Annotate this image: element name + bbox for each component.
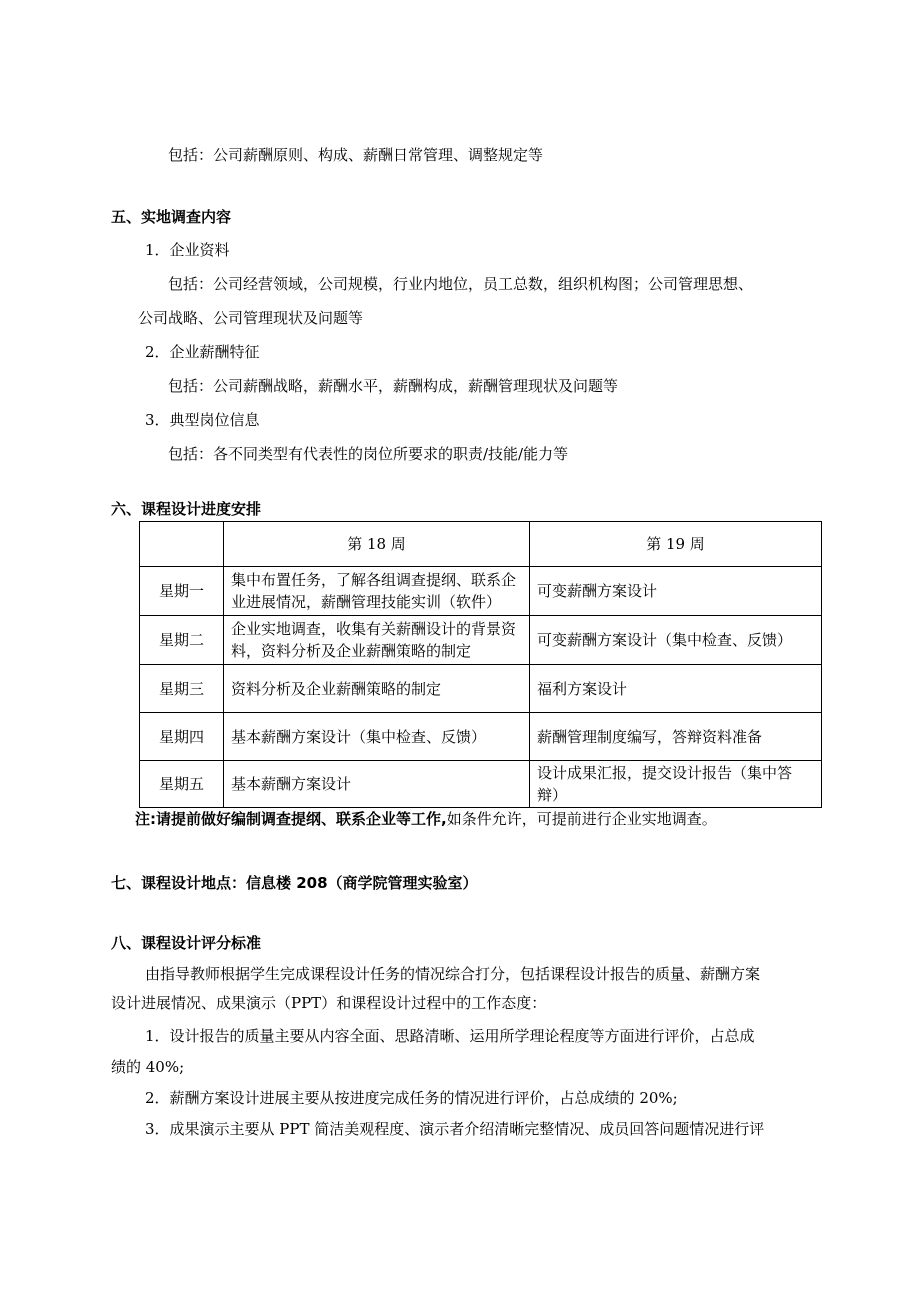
week18-cell: 基本薪酬方案设计 <box>224 761 530 808</box>
header-cell: 第 18 周 <box>224 522 530 567</box>
week19-cell: 可变薪酬方案设计（集中检查、反馈） <box>530 616 822 665</box>
table-row <box>140 665 822 713</box>
day-cell: 星期一 <box>140 567 224 616</box>
para-1b: 设计进展情况、成果演示（PPT）和课程设计过程中的工作态度： <box>111 994 547 1012</box>
section-7-heading: 七、课程设计地点：信息楼 208（商学院管理实验室） <box>111 874 478 892</box>
para-1a: 由指导教师根据学生完成课程设计任务的情况综合打分，包括课程设计报告的质量、薪酬方案 <box>145 965 761 983</box>
day-cell: 星期二 <box>140 616 224 665</box>
week18-cell: 企业实地调查，收集有关薪酬设计的背景资料，资料分析及企业薪酬策略的制定 <box>224 616 530 665</box>
item-3-text: 包括：各不同类型有代表性的岗位所要求的职责/技能/能力等 <box>168 445 569 463</box>
item-1-text-a: 包括：公司经营领域，公司规模，行业内地位，员工总数，组织机构图；公司管理思想、 <box>168 275 754 293</box>
schedule-note <box>135 808 717 830</box>
table-header-row <box>140 522 822 567</box>
para-4: 3．成果演示主要从 PPT 简洁美观程度、演示者介绍清晰完整情况、成员回答问题情况进行评 <box>145 1120 765 1138</box>
item-2-title: 2．企业薪酬特征 <box>145 343 260 361</box>
day-cell: 星期三 <box>140 665 224 713</box>
week19-cell: 薪酬管理制度编写，答辩资料准备 <box>530 713 822 761</box>
para-3: 2．薪酬方案设计进展主要从按进度完成任务的情况进行评价，占总成绩的 20%; <box>145 1089 678 1107</box>
note-rest: 如条件允许，可提前进行企业实地调查。 <box>446 810 717 828</box>
item-2-text: 包括：公司薪酬战略，薪酬水平，薪酬构成，薪酬管理现状及问题等 <box>168 377 619 395</box>
item-3-title: 3．典型岗位信息 <box>145 411 260 429</box>
item-1-text-b: 公司战略、公司管理现状及问题等 <box>138 309 364 327</box>
table-row <box>140 567 822 616</box>
header-cell <box>140 522 224 567</box>
schedule-table <box>139 521 822 808</box>
item-1-title: 1．企业资料 <box>145 241 230 259</box>
section-5-heading: 五、实地调查内容 <box>111 208 232 226</box>
week18-cell: 基本薪酬方案设计（集中检查、反馈） <box>224 713 530 761</box>
top-line: 包括：公司薪酬原则、构成、薪酬日常管理、调整规定等 <box>168 146 544 164</box>
para-2a: 1．设计报告的质量主要从内容全面、思路清晰、运用所学理论程度等方面进行评价，占总成 <box>145 1027 755 1045</box>
week19-cell: 设计成果汇报，提交设计报告（集中答辩） <box>530 761 822 808</box>
para-2b: 绩的 40%; <box>111 1058 185 1076</box>
week18-cell: 集中布置任务，了解各组调查提纲、联系企业进展情况，薪酬管理技能实训（软件） <box>224 567 530 616</box>
week19-cell: 福利方案设计 <box>530 665 822 713</box>
note-bold: 注:请提前做好编制调查提纲、联系企业等工作, <box>135 810 447 828</box>
day-cell: 星期四 <box>140 713 224 761</box>
day-cell: 星期五 <box>140 761 224 808</box>
section-8-heading: 八、课程设计评分标准 <box>111 934 262 952</box>
table-row <box>140 616 822 665</box>
week18-cell: 资料分析及企业薪酬策略的制定 <box>224 665 530 713</box>
week19-cell: 可变薪酬方案设计 <box>530 567 822 616</box>
table-row <box>140 713 822 761</box>
header-cell: 第 19 周 <box>530 522 822 567</box>
section-6-heading: 六、课程设计进度安排 <box>111 500 262 518</box>
table-row <box>140 761 822 808</box>
